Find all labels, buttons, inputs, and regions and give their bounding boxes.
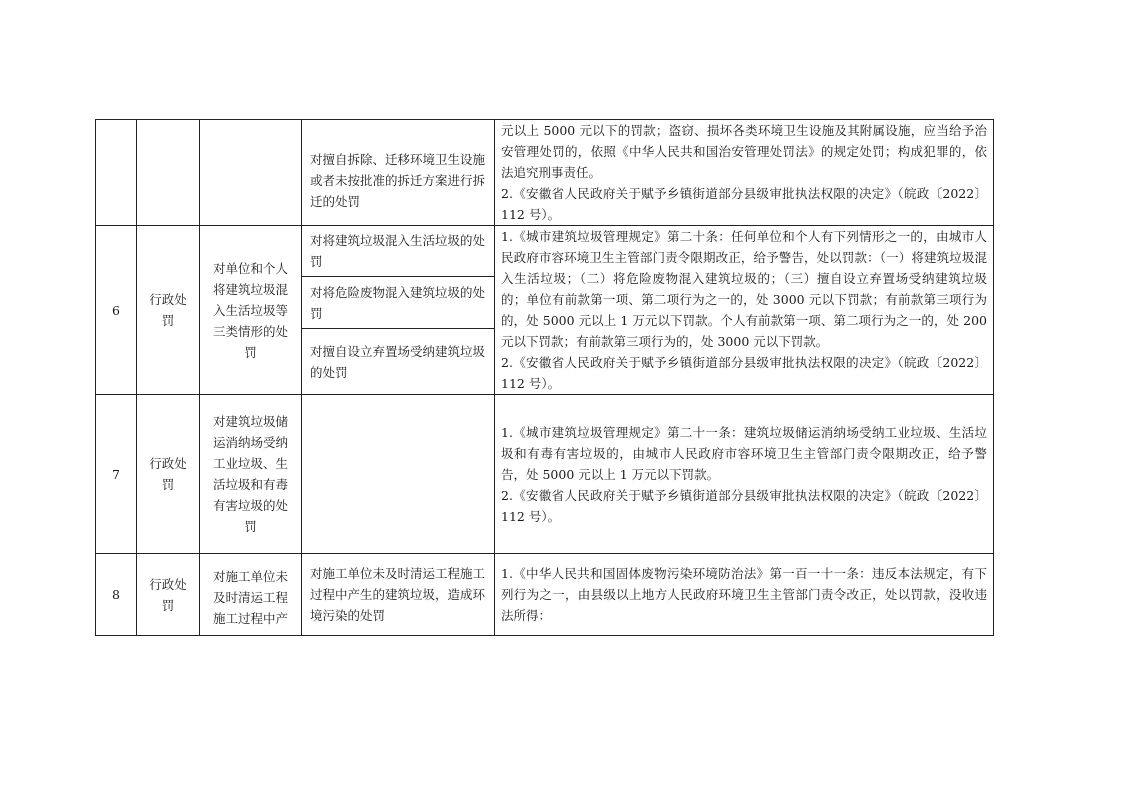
row-item — [200, 120, 302, 226]
table-row — [96, 120, 994, 226]
row-subitem: 对将危险废物混入建筑垃圾的处罚 — [302, 277, 495, 329]
table-row — [96, 395, 994, 554]
row-item-text: 对施工单位未及时清运工程施工过程中产 — [212, 569, 288, 626]
row-category-text: 行政处罚 — [149, 292, 187, 328]
row-item — [200, 226, 302, 395]
row-item — [200, 554, 302, 636]
row-item-text: 对建筑垃圾储运消纳场受纳工业垃圾、生活垃圾和有毒有害垃圾的处罚 — [212, 414, 288, 534]
basis-paragraph: 2.《安徽省人民政府关于赋予乡镇街道部分县级审批执法权限的决定》（皖政〔2022〕112 号）。 — [501, 186, 987, 222]
row-subitem: 对施工单位未及时清运工程施工过程中产生的建筑垃圾，造成环境污染的处罚 — [302, 554, 495, 636]
row-subitem — [302, 395, 495, 554]
row-item — [200, 395, 302, 554]
row-subitem: 对擅自拆除、迁移环境卫生设施或者未按批准的拆迁方案进行拆迁的处罚 — [302, 120, 495, 226]
row-category-text: 行政处罚 — [149, 456, 187, 492]
row-basis — [495, 226, 994, 395]
row-category-text: 行政处罚 — [149, 576, 187, 613]
basis-paragraph: 元以上 5000 元以下的罚款；盗窃、损坏各类环境卫生设施及其附属设施，应当给予治安管理处罚的，依照《中华人民共和国治安管理处罚法》的规定处罚；构成犯罪的，依法追究刑事责任。 — [501, 123, 987, 180]
row-number: 8 — [96, 554, 137, 636]
table-row — [96, 554, 994, 636]
row-basis — [495, 554, 994, 636]
row-basis — [495, 395, 994, 554]
row-number — [96, 120, 137, 226]
table-row — [96, 226, 994, 277]
row-category — [137, 120, 200, 226]
regulation-table — [95, 119, 994, 636]
row-basis — [495, 120, 994, 226]
row-item-text: 对单位和个人将建筑垃圾混入生活垃圾等三类情形的处罚 — [212, 260, 288, 360]
row-number: 7 — [96, 395, 137, 554]
row-category — [137, 395, 200, 554]
basis-paragraph: 1.《城市建筑垃圾管理规定》第二十条：任何单位和个人有下列情形之一的，由城市人民政府市容环境卫生主管部门责令限期改正，给予警告，处以罚款：（一）将建筑垃圾混入生活垃圾；（二）将危险废物混入建筑垃圾的；（三）擅自设立弃置场受纳建筑垃圾的；单位有前款第一项、第二项行为之一的，处 3000 元以下罚款；有前款第三项行为的，处 5000 元以上 1 万元以下罚款。个人有前款第一项、第二项行为之一的，处 200 元以下罚款；有前款第三项行为的，处 3000 元以下罚款。 — [501, 229, 987, 349]
row-category — [137, 554, 200, 636]
basis-paragraph: 1.《城市建筑垃圾管理规定》第二十一条：建筑垃圾储运消纳场受纳工业垃圾、生活垃圾和有毒有害垃圾的，由城市人民政府市容环境卫生主管部门责令限期改正，给予警告，处 5000 元以上 1 万元以下罚款。 — [501, 424, 987, 482]
row-category — [137, 226, 200, 395]
row-number: 6 — [96, 226, 137, 395]
basis-paragraph: 2.《安徽省人民政府关于赋予乡镇街道部分县级审批执法权限的决定》（皖政〔2022〕112 号）。 — [501, 487, 987, 524]
basis-paragraph: 1.《中华人民共和国固体废物污染环境防治法》第一百一十一条：违反本法规定，有下列行为之一，由县级以上地方人民政府环境卫生主管部门责令改正，处以罚款，没收违法所得： — [501, 566, 987, 623]
basis-paragraph: 2.《安徽省人民政府关于赋予乡镇街道部分县级审批执法权限的决定》（皖政〔2022〕112 号）。 — [501, 355, 987, 391]
row-subitem: 对将建筑垃圾混入生活垃圾的处罚 — [302, 226, 495, 277]
row-subitem: 对擅自设立弃置场受纳建筑垃圾的处罚 — [302, 329, 495, 395]
